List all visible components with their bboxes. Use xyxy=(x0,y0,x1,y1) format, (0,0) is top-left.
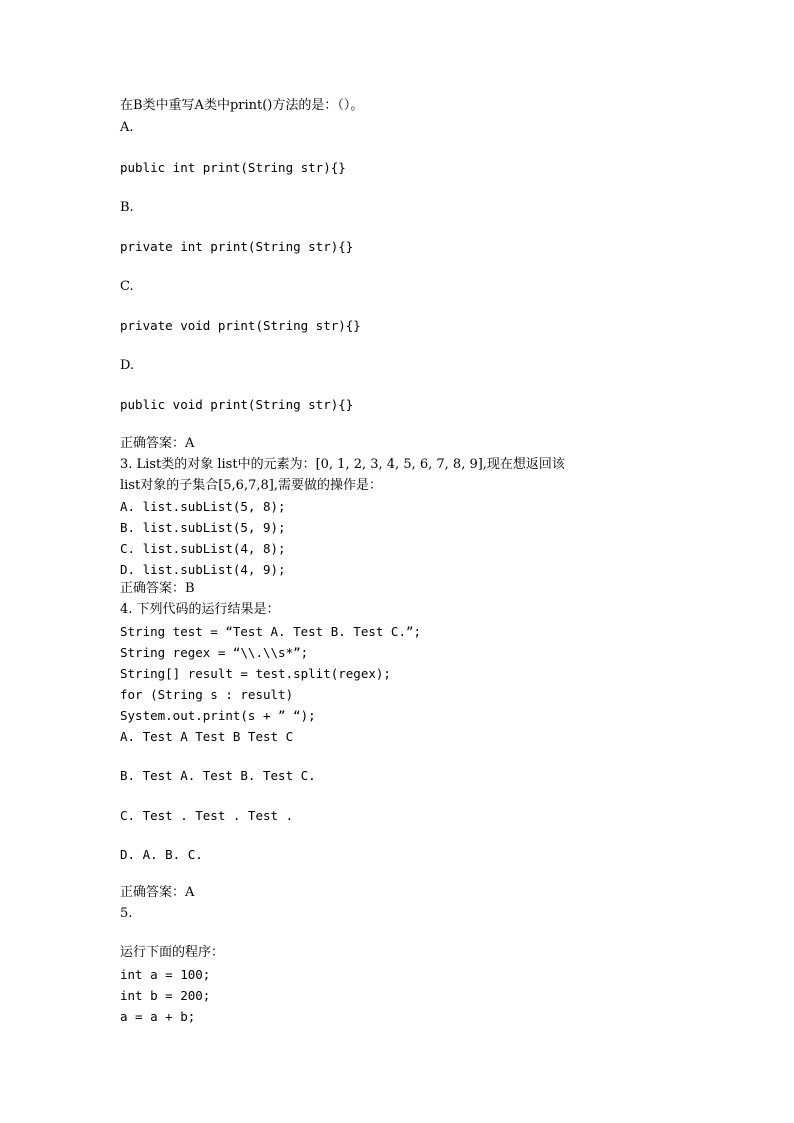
question-5-number: 5. xyxy=(120,906,133,921)
question-4-option-c: C. Test . Test . Test . xyxy=(120,808,294,823)
answer-3: 正确答案：B xyxy=(120,581,195,596)
option-c-label: C. xyxy=(120,279,134,294)
question-4-option-d: D. A. B. C. xyxy=(120,847,203,862)
question-3-stem-line-2: list对象的子集合[5,6,7,8],需要做的操作是： xyxy=(120,478,382,493)
question-4-code-line-2: String regex = “\\.\\s*”; xyxy=(120,645,309,660)
option-a-code: public int print(String str){} xyxy=(120,160,346,175)
question-4-code-line-3: String[] result = test.split(regex); xyxy=(120,666,391,681)
option-b-label: B. xyxy=(120,200,134,215)
answer-2: 正确答案：A xyxy=(120,436,195,451)
question-4-stem: 4. 下列代码的运行结果是： xyxy=(120,602,280,617)
question-4-option-a: A. Test A Test B Test C xyxy=(120,729,294,744)
question-4-option-b: B. Test A. Test B. Test C. xyxy=(120,768,316,783)
question-3-option-b: B. list.subList(5, 9); xyxy=(120,520,286,535)
question-3-option-a: A. list.subList(5, 8); xyxy=(120,499,286,514)
question-3-option-c: C. list.subList(4, 8); xyxy=(120,541,286,556)
question-5-code-line-2: int b = 200; xyxy=(120,988,211,1003)
option-a-label: A. xyxy=(120,120,134,135)
option-d-code: public void print(String str){} xyxy=(120,397,354,412)
question-4-code-line-5: System.out.print(s + ” “); xyxy=(120,708,316,723)
question-4-code-line-1: String test = “Test A. Test B. Test C.”; xyxy=(120,624,422,639)
question-3-option-d: D. list.subList(4, 9); xyxy=(120,562,286,577)
question-5-code-line-1: int a = 100; xyxy=(120,967,211,982)
option-d-label: D. xyxy=(120,358,135,373)
option-c-code: private void print(String str){} xyxy=(120,318,361,333)
answer-4: 正确答案：A xyxy=(120,885,195,900)
question-2-stem: 在B类中重写A类中print()方法的是：（）。 xyxy=(120,98,364,113)
question-4-code-line-4: for (String s : result) xyxy=(120,687,294,702)
question-3-stem-line-1: 3. List类的对象 list中的元素为：[0, 1, 2, 3, 4, 5, 6, 7, 8, 9],现在想返回该 xyxy=(120,457,565,472)
option-b-code: private int print(String str){} xyxy=(120,239,354,254)
question-5-stem: 运行下面的程序： xyxy=(120,945,225,960)
question-5-code-line-3: a = a + b; xyxy=(120,1009,196,1024)
